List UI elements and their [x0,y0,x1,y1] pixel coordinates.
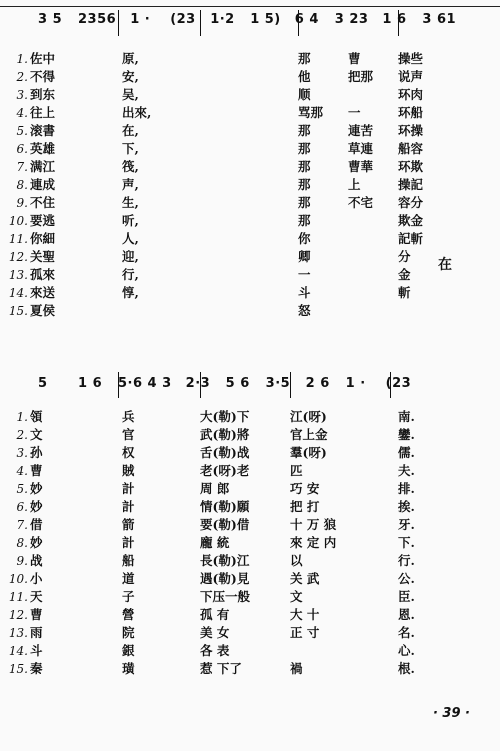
lyric-cell: 关聖 [30,249,56,264]
lyric-row [0,50,500,68]
lyric-cell: 说声 [398,69,424,84]
lyric-cell: 老(呀)老 [200,463,250,478]
lyric-cell: 正 寸 [290,625,320,640]
lyric-cell: 羣(呀) [290,445,327,460]
lyric-cell: 計 [122,481,135,496]
lyric-row [0,660,500,678]
lyric-cell: 那 [298,177,311,192]
lyric-row [0,140,500,158]
lyric-cell: 一 [298,267,311,282]
notation-token: 5 6 [225,376,250,391]
verse-number: 15. [8,662,28,676]
verse-number: 6. [16,142,28,156]
bar-line [290,372,291,398]
lyric-cell: 环船 [398,105,424,120]
notation-token: 1 · [345,376,366,391]
lyric-cell: 夫. [398,463,415,478]
lyric-cell: 曹華 [348,159,374,174]
lyric-row [0,642,500,660]
bar-line [298,10,299,36]
verse-number: 2. [16,428,28,442]
lyric-cell: 卿 [298,249,311,264]
lyric-cell: 滚書 [30,123,56,138]
notation-token: 1 5) [250,12,281,27]
verse-number: 9. [16,554,28,568]
top-notation-line [38,12,470,27]
lyric-cell: 小 [30,571,43,586]
lyric-cell: 怒 [298,303,311,318]
lyric-cell: 惹 下了 [200,661,242,676]
lyric-cell: 文 [30,427,43,442]
lyric-cell: 院 [122,625,135,640]
lyric-cell: 关 武 [290,571,320,586]
verse-number: 2. [16,70,28,84]
lyric-row [0,230,500,248]
notation-token: 3 23 [334,12,369,27]
lyric-cell: 那 [298,195,311,210]
lyric-row [0,68,500,86]
lyric-cell: 妙 [30,535,43,550]
lyric-cell: 操些 [398,51,424,66]
lyric-cell: 匹 [290,463,303,478]
lyric-cell: 佐中 [30,51,56,66]
verse-number: 6. [16,500,28,514]
lyric-cell: 十 万 狼 [290,517,337,532]
lyric-cell: 牙. [398,517,415,532]
verse-number: 14. [8,286,28,300]
lyric-row [0,86,500,104]
verse-number: 10. [8,572,28,586]
lyric-cell: 一 [348,105,361,120]
lyric-cell: 計 [122,535,135,550]
verse-number: 4. [16,106,28,120]
notation-token: 3·5 [265,376,291,391]
lyric-cell: 名. [398,625,415,640]
lyric-cell: 那 [298,159,311,174]
notation-token: 2 6 [305,376,330,391]
notation-token: 3 5 [38,12,63,27]
lyric-cell: 斬 [398,285,411,300]
lyric-cell: 吴, [122,87,139,102]
lyric-cell: 計 [122,499,135,514]
bar-line [200,10,201,36]
lyric-cell: 声, [122,177,139,192]
lyric-cell: 容分 [398,195,424,210]
lyric-cell: 斗 [298,285,311,300]
lyric-cell: 孤來 [30,267,56,282]
lyric-cell: 那 [298,51,311,66]
lyric-cell: 子 [122,589,135,604]
lyric-cell: 迎, [122,249,139,264]
lyric-cell: 金 [398,267,411,282]
lyric-cell: 英雄 [30,141,56,156]
lyric-cell: 夏侯 [30,303,56,318]
verse-number: 8. [16,536,28,550]
lyric-row [0,498,500,516]
verse-number: 12. [8,250,28,264]
lyric-cell: 賊 [122,463,135,478]
lyric-cell: 儒. [398,445,415,460]
notation-token: 5·6 4 3 [118,376,172,391]
lyric-cell: 满江 [30,159,56,174]
lyric-cell: 原, [122,51,139,66]
verse-number: 11. [8,590,28,604]
lyric-cell: 下. [398,535,415,550]
lyric-cell: 雨 [30,625,43,640]
lyric-row [0,194,500,212]
lyric-row [0,444,500,462]
lyric-cell: 船 [122,553,135,568]
lyric-cell: 下, [122,141,139,156]
notation-token: 5 [38,376,48,391]
lyric-cell: 借 [30,517,43,532]
verse-number: 12. [8,608,28,622]
lyric-cell: 把那 [348,69,374,84]
lyric-cell: 大 十 [290,607,320,622]
lyric-cell: 战 [30,553,43,568]
verse-number: 3. [16,88,28,102]
lyric-cell: 上 [348,177,361,192]
lyric-row [0,534,500,552]
lyric-cell: 听, [122,213,139,228]
top-border [0,6,500,7]
notation-token: 1 6 [78,376,103,391]
verse-number: 1. [16,410,28,424]
lyric-cell: 曹 [30,607,43,622]
lyric-cell: 操記 [398,177,424,192]
lyric-row [0,570,500,588]
lyric-cell: 來送 [30,285,56,300]
lyric-cell: 到东 [30,87,56,102]
lyric-row [0,212,500,230]
verse-number: 9. [16,196,28,210]
lyric-cell: 曹 [30,463,43,478]
verse-number: 14. [8,644,28,658]
lyric-cell: 环操 [398,123,424,138]
verse-number: 10. [8,214,28,228]
lyric-cell: 秦 [30,661,43,676]
top-side-note: 在 [438,257,452,273]
lyric-cell: 武(勒)將 [200,427,250,442]
lyric-cell: 分 [398,249,411,264]
lyric-cell: 禍 [290,661,303,676]
lyric-cell: 安, [122,69,139,84]
lyric-row [0,588,500,606]
lyric-cell: 各 表 [200,643,230,658]
lyric-cell: 你 [298,231,311,246]
verse-number: 15. [8,304,28,318]
lyric-cell: 排. [398,481,415,496]
lyric-cell: 璜 [122,661,135,676]
lyric-cell: 文 [290,589,303,604]
bar-line [390,372,391,398]
lyric-cell: 舌(勒)战 [200,445,250,460]
lyric-cell: 孤 有 [200,607,230,622]
verse-number: 7. [16,518,28,532]
lyric-cell: 要逃 [30,213,56,228]
lyric-row [0,158,500,176]
lyric-cell: 斗 [30,643,43,658]
lyric-cell: 要(勒)借 [200,517,250,532]
lyric-cell: 兵 [122,409,135,424]
notation-token: 1 6 [382,12,407,27]
lyric-cell: 領 [30,409,43,424]
lyric-cell: 根. [398,661,415,676]
lyric-cell: 你細 [30,231,56,246]
lyric-cell: 那 [298,213,311,228]
lyric-cell: 恩. [398,607,415,622]
lyric-row [0,426,500,444]
lyric-cell: 天 [30,589,43,604]
bottom-notation-line [38,376,426,391]
lyric-cell: 連成 [30,177,56,192]
lyric-cell: 欺金 [398,213,424,228]
lyric-cell: 記斬 [398,231,424,246]
lyric-row [0,176,500,194]
lyric-row [0,266,500,284]
lyric-cell: 周 郎 [200,481,230,496]
lyric-row [0,462,500,480]
lyric-row [0,248,500,266]
bar-line [118,372,119,398]
lyric-cell: 連苦 [348,123,374,138]
lyric-cell: 官上金 [290,427,328,442]
lyric-cell: 行. [398,553,415,568]
verse-number: 1. [16,52,28,66]
lyric-cell: 不得 [30,69,56,84]
lyric-cell: 心. [398,643,415,658]
lyric-row [0,480,500,498]
lyric-cell: 出來, [122,105,152,120]
lyric-cell: 那 [298,141,311,156]
lyric-cell: 在, [122,123,139,138]
lyric-cell: 官 [122,427,135,442]
lyric-cell: 來 定 内 [290,535,337,550]
verse-number: 11. [8,232,28,246]
notation-token: (23 [170,12,196,27]
bar-line [398,10,399,36]
notation-token: 1 · [130,12,151,27]
lyric-cell: 挨. [398,499,415,514]
lyric-cell: 环肉 [398,87,424,102]
lyric-cell: 他 [298,69,311,84]
lyric-cell: 草連 [348,141,374,156]
lyric-cell: 环欺 [398,159,424,174]
lyric-cell: 妙 [30,481,43,496]
lyric-cell: 龐 統 [200,535,230,550]
lyric-cell: 道 [122,571,135,586]
lyric-cell: 往上 [30,105,56,120]
verse-number: 5. [16,124,28,138]
lyric-cell: 行, [122,267,139,282]
verse-number: 4. [16,464,28,478]
lyric-cell: 營 [122,607,135,622]
lyric-row [0,122,500,140]
lyric-row [0,552,500,570]
lyric-cell: 不宅 [348,195,374,210]
lyric-cell: 江(呀) [290,409,327,424]
lyric-cell: 船容 [398,141,424,156]
lyric-cell: 美 女 [200,625,230,640]
lyric-cell: 銀 [122,643,135,658]
lyric-cell: 妙 [30,499,43,514]
lyric-row [0,624,500,642]
lyric-cell: 南. [398,409,415,424]
lyric-cell: 孙 [30,445,43,460]
notation-token: 6 4 [294,12,319,27]
notation-token: 2356 [78,12,117,27]
verse-number: 5. [16,482,28,496]
verse-number: 13. [8,626,28,640]
notation-token: 2·3 [185,376,211,391]
lyric-cell: 把 打 [290,499,320,514]
lyric-row [0,408,500,426]
lyric-cell: 曹 [348,51,361,66]
lyric-cell: 遇(勒)見 [200,571,250,586]
notation-token: 1·2 [210,12,235,27]
bar-line [118,10,119,36]
lyric-cell: 鑾. [398,427,415,442]
verse-number: 3. [16,446,28,460]
verse-number: 8. [16,178,28,192]
lyric-cell: 下压一般 [200,589,251,604]
lyric-cell: 大(勒)下 [200,409,250,424]
lyric-row [0,284,500,302]
lyric-cell: 顺 [298,87,311,102]
lyric-cell: 生, [122,195,139,210]
lyric-cell: 箭 [122,517,135,532]
lyric-cell: 骂那 [298,105,324,120]
verse-number: 13. [8,268,28,282]
lyric-cell: 公. [398,571,415,586]
lyric-cell: 長(勒)江 [200,553,250,568]
lyric-row [0,516,500,534]
lyric-cell: 筏, [122,159,139,174]
lyric-cell: 巧 安 [290,481,320,496]
bar-line [200,372,201,398]
lyric-cell: 不住 [30,195,56,210]
notation-token: 3 61 [422,12,457,27]
page-number: · 39 · [432,706,470,721]
lyric-cell: 情(勒)願 [200,499,250,514]
verse-number: 7. [16,160,28,174]
lyric-row [0,606,500,624]
notation-token: (23 [385,376,412,391]
lyric-cell: 惇, [122,285,139,300]
lyric-cell: 以 [290,553,303,568]
lyric-cell: 人, [122,231,139,246]
lyric-row [0,302,500,320]
lyric-row [0,104,500,122]
lyric-cell: 那 [298,123,311,138]
lyric-cell: 权 [122,445,135,460]
lyric-cell: 臣. [398,589,415,604]
